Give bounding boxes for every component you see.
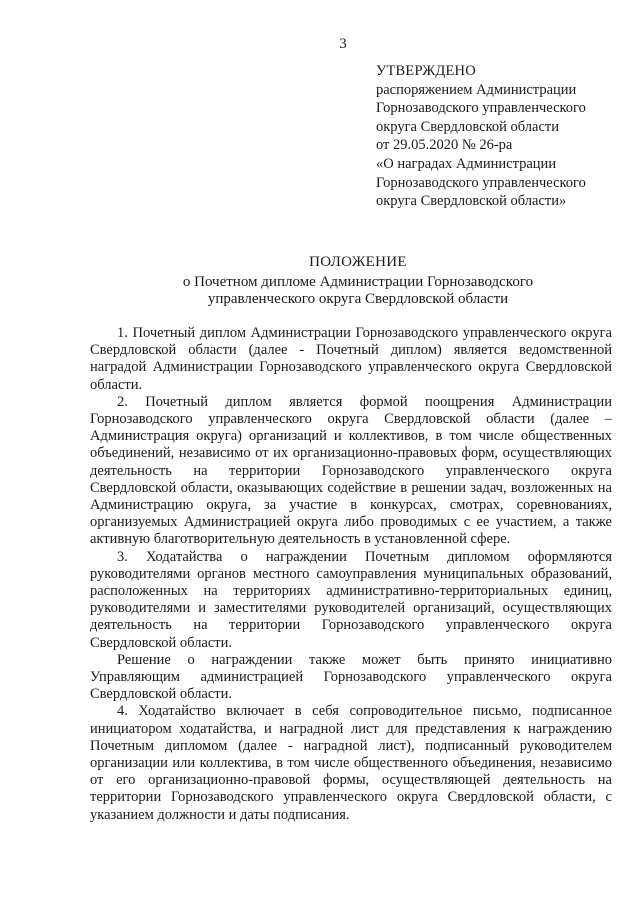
page-number: 3 [339,36,347,52]
document-subtitle: о Почетном дипломе Администрации Горнозаводского [182,274,534,290]
approval-line: округа Свердловской области» [376,193,567,210]
document-body [90,325,612,824]
approval-line: распоряжением Администрации [376,81,577,98]
paragraph: 2. Почетный диплом является формой поощрения Администрации Горнозаводского управленческого округа Свердловской области (далее – Администрация округа) организаций и коллективов, в том числе общественных объединений, независимо от их организационно-правовых форм, осуществляющих деятельность на территории Горнозаводского управленческого округа Свердловской области, оказывающих содействие в решении задач, возложенных на Администрацию округа, за участие в конкурсах, смотрах, соревнованиях, организуемых Администрацией округа либо проводимых с ее участием, а также активную благотворительную деятельность в установленной сфере. [90,393,612,548]
approval-line: округа Свердловской области [376,118,560,135]
paragraph: 3. Ходатайства о награждении Почетным дипломом оформляются руководителями органов местного самоуправления муниципальных образований, расположенных на территориях административно-территориальных единиц, руководителями и заместителями руководителей организаций, осуществляющих деятельность на территории Горнозаводского управленческого округа Свердловской области. [90,548,612,651]
document-subtitle: управленческого округа Свердловской области [207,291,509,307]
paragraph: 1. Почетный диплом Администрации Горнозаводского управленческого округа Свердловской области (далее - Почетный диплом) является ведомственной наградой Администрации Горнозаводского управленческого округа Свердловской области. [90,325,612,393]
approval-title: УТВЕРЖДЕНО [376,63,476,79]
paragraph: 4. Ходатайство включает в себя сопроводительное письмо, подписанное инициатором ходатайства, и наградной лист для представления к награждению Почетным дипломом (далее - наградной лист), подписанный руководителем организации или коллектива, в том числе общественного объединения, независимо от его организационно-правовой формы, осуществляющей деятельность на территории Горнозаводского управленческого округа Свердловской области, с указанием должности и даты подписания. [90,703,612,823]
paragraph: Решение о награждении также может быть принято инициативно Управляющим администрацией Горнозаводского управленческого округа Свердловской области. [90,651,612,703]
approval-line: Горнозаводского управленческого [376,100,586,117]
approval-line: от 29.05.2020 № 26-ра [376,137,513,154]
approval-line: «О наградах Администрации [376,155,557,172]
document-title: ПОЛОЖЕНИЕ [309,254,407,270]
approval-line: Горнозаводского управленческого [376,174,586,191]
approval-block [376,62,636,211]
